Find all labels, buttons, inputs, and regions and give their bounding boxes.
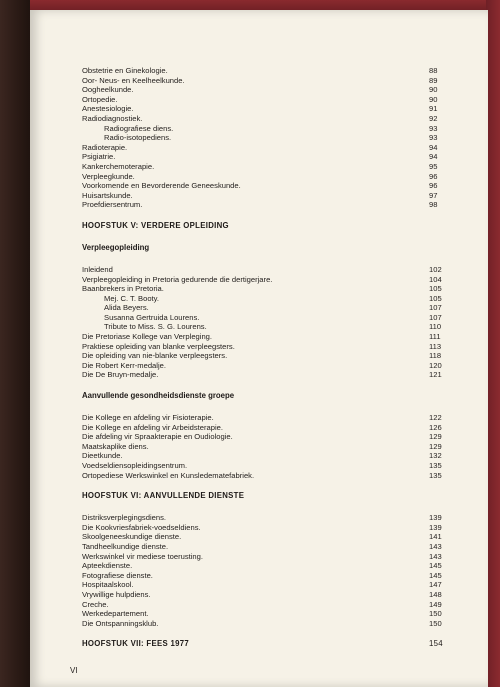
toc-entry [82, 313, 442, 323]
toc-entry-title: Proefdiersentrum. [82, 200, 143, 210]
section-spacer [82, 232, 442, 243]
toc-entry [82, 332, 442, 342]
toc-entry-page-number: 89 [429, 75, 438, 85]
toc-entry [82, 200, 442, 210]
toc-entry-title: Die Kookvriesfabriek-voedseldiens. [82, 522, 201, 532]
toc-entry-title: Kankerchemoterapie. [82, 161, 155, 171]
toc-entry [82, 361, 442, 371]
toc-entry-title: Huisartskunde. [82, 190, 133, 200]
chapter-heading-title: HOOFSTUK V: VERDERE OPLEIDING [82, 220, 229, 230]
toc-entry [82, 95, 442, 105]
toc-entry-title: Ortopedie. [82, 94, 118, 104]
toc-entry [82, 542, 442, 552]
toc-entry [82, 590, 442, 600]
chapter-heading-page-number: 154 [429, 639, 443, 649]
toc-entry [82, 532, 442, 542]
toc-entry-title: Voedseldiensopleidingsentrum. [82, 461, 188, 470]
toc-entry [82, 523, 442, 533]
toc-entry [82, 114, 442, 124]
toc-entry-page-number: 94 [429, 142, 438, 152]
toc-entry-page-number: 121 [429, 370, 442, 380]
section-spacer [82, 254, 442, 265]
toc-entry-title: Die De Bruyn-medalje. [82, 370, 159, 380]
toc-entry-title: Werkswinkel vir mediese toerusting. [82, 551, 203, 561]
toc-entry-page-number: 139 [429, 522, 442, 532]
toc-entry-title: Voorkomende en Bevorderende Geneeskunde. [82, 181, 241, 191]
toc-entry-title: Susanna Gertruida Lourens. [104, 312, 200, 322]
toc-entry-title: Die opleiding van nie-blanke verpleegsters. [82, 351, 228, 361]
toc-entry-page-number: 94 [429, 152, 438, 162]
toc-entry [82, 571, 442, 581]
book-page [30, 10, 488, 687]
toc-entry-title: Praktiese opleiding van blanke verpleegsters. [82, 341, 235, 351]
toc-entry [82, 191, 442, 201]
toc-entry-title: Werkedepartement. [82, 609, 149, 619]
toc-entry-page-number: 120 [429, 360, 442, 370]
toc-entry [82, 265, 442, 275]
toc-entry [82, 413, 442, 423]
toc-entry-page-number: 118 [429, 351, 442, 361]
toc-entry-title: Verpleegopleiding in Pretoria gedurende die dertigerjare. [82, 274, 273, 284]
toc-entry-page-number: 93 [429, 133, 438, 143]
toc-entry [82, 461, 442, 471]
toc-entry-title: Radioterapie. [82, 142, 128, 152]
toc-entry [82, 600, 442, 610]
section-subheading: Verpleegopleiding [82, 242, 150, 252]
toc-entry [82, 580, 442, 590]
toc-entry-page-number: 135 [429, 461, 442, 470]
toc-entry-title: Radio-isotopediens. [104, 133, 172, 143]
toc-entry [82, 172, 442, 182]
toc-entry-page-number: 93 [429, 123, 438, 133]
toc-entry [82, 143, 442, 153]
toc-entry [82, 294, 442, 304]
toc-entry-page-number: 148 [429, 589, 442, 599]
toc-entry-page-number: 129 [429, 432, 442, 442]
toc-entry-title: Mej. C. T. Booty. [104, 293, 160, 303]
toc-entry [82, 619, 442, 629]
toc-entry [82, 66, 442, 76]
toc-entry [82, 552, 442, 562]
toc-entry-title: Radiografiese diens. [104, 123, 174, 133]
toc-entry-title: Obstetrie en Ginekologie. [82, 66, 168, 75]
book-cover-right-edge [486, 0, 500, 687]
toc-entry [82, 322, 442, 332]
chapter-heading [82, 491, 442, 502]
toc-entry-page-number: 104 [429, 274, 442, 284]
section-spacer [82, 480, 442, 491]
toc-entry-title: Apteekdienste. [82, 561, 133, 571]
toc-entry-title: Radiodiagnostiek. [82, 113, 143, 123]
toc-entry-page-number: 132 [429, 451, 442, 461]
toc-entry-page-number: 95 [429, 161, 438, 171]
toc-entry [82, 162, 442, 172]
toc-entry-title: Psigiatrie. [82, 152, 116, 162]
toc-entry [82, 561, 442, 571]
toc-entry-title: Creche. [82, 599, 109, 609]
toc-entry-title: Skoolgeneeskundige dienste. [82, 532, 182, 542]
section-spacer [82, 210, 442, 221]
toc-entry-page-number: 150 [429, 618, 442, 628]
toc-entry-title: Oor- Neus- en Keelheelkunde. [82, 75, 185, 85]
toc-entry-page-number: 139 [429, 513, 442, 523]
section-spacer [82, 380, 442, 391]
toc-entry-page-number: 102 [429, 264, 442, 274]
toc-entry-title: Die Pretoriase Kollege van Verpleging. [82, 332, 213, 342]
toc-entry [82, 104, 442, 114]
toc-entry-page-number: 88 [429, 66, 438, 75]
toc-entry-title: Vrywillige hulpdiens. [82, 589, 151, 599]
toc-entry [82, 124, 442, 134]
toc-entry-page-number: 98 [429, 200, 438, 210]
book-spine-edge [0, 0, 30, 687]
toc-entry-page-number: 135 [429, 470, 442, 480]
toc-entry-title: Dieetkunde. [82, 451, 123, 461]
chapter-heading [82, 221, 442, 232]
toc-entry-page-number: 90 [429, 94, 438, 104]
toc-entry-page-number: 107 [429, 303, 442, 313]
toc-entry-page-number: 143 [429, 541, 442, 551]
toc-entry [82, 275, 442, 285]
toc-entry-page-number: 91 [429, 104, 438, 114]
toc-entry-title: Tribute to Miss. S. G. Lourens. [104, 322, 207, 332]
toc-entry [82, 76, 442, 86]
page-folio: VI [70, 666, 78, 675]
toc-entry-page-number: 105 [429, 293, 442, 303]
toc-entry [82, 423, 442, 433]
toc-entry-title: Die Kollege en afdeling vir Arbeidsterapie. [82, 422, 223, 432]
toc-entry-page-number: 129 [429, 441, 442, 451]
toc-entry-page-number: 126 [429, 422, 442, 432]
toc-entry [82, 85, 442, 95]
toc-entry-page-number: 96 [429, 171, 438, 181]
table-of-contents [82, 66, 442, 650]
toc-entry-page-number: 113 [429, 341, 442, 351]
toc-entry [82, 351, 442, 361]
chapter-heading-title: HOOFSTUK VII: FEES 1977 [82, 639, 189, 649]
toc-entry-page-number: 90 [429, 85, 438, 95]
toc-entry-page-number: 111 [429, 332, 441, 342]
toc-entry-page-number: 150 [429, 609, 442, 619]
toc-entry-page-number: 110 [429, 322, 442, 332]
toc-entry [82, 152, 442, 162]
toc-entry [82, 432, 442, 442]
toc-entry-page-number: 122 [429, 413, 442, 423]
chapter-heading-title: HOOFSTUK VI: AANVULLENDE DIENSTE [82, 491, 245, 501]
toc-entry-title: Ortopediese Werkswinkel en Kunsledematefabriek. [82, 470, 255, 480]
toc-entry-page-number: 96 [429, 181, 438, 191]
toc-entry-title: Die Robert Kerr-medalje. [82, 360, 166, 370]
toc-entry [82, 370, 442, 380]
toc-entry [82, 471, 442, 481]
section-spacer [82, 402, 442, 413]
toc-entry-title: Maatskaplike diens. [82, 441, 149, 451]
toc-entry [82, 133, 442, 143]
toc-entry-title: Die Kollege en afdeling vir Fisioterapie. [82, 413, 214, 423]
toc-entry-title: Hospitaalskool. [82, 580, 134, 590]
toc-entry-title: Inleidend [82, 264, 113, 274]
toc-entry-title: Die Ontspanningsklub. [82, 618, 159, 628]
toc-entry-page-number: 143 [429, 551, 442, 561]
toc-entry [82, 181, 442, 191]
toc-entry-title: Distriksverplegingsdiens. [82, 513, 166, 523]
toc-entry-page-number: 147 [429, 580, 442, 590]
toc-entry-page-number: 149 [429, 599, 442, 609]
toc-entry-page-number: 145 [429, 570, 442, 580]
toc-entry-page-number: 97 [429, 190, 438, 200]
toc-entry-title: Anestesiologie. [82, 104, 134, 114]
section-spacer [82, 628, 442, 639]
toc-entry [82, 342, 442, 352]
toc-entry-title: Alida Beyers. [104, 303, 149, 313]
toc-entry [82, 303, 442, 313]
toc-entry-title: Oogheelkunde. [82, 85, 134, 95]
section-spacer [82, 502, 442, 513]
toc-entry-page-number: 145 [429, 561, 442, 571]
toc-entry-title: Die afdeling vir Spraakterapie en Oudiologie. [82, 432, 233, 442]
toc-entry-page-number: 141 [429, 532, 442, 542]
toc-entry-page-number: 107 [429, 312, 442, 322]
toc-entry [82, 284, 442, 294]
toc-entry-page-number: 92 [429, 113, 438, 123]
toc-entry [82, 513, 442, 523]
toc-entry-page-number: 105 [429, 284, 442, 294]
toc-entry-title: Verpleegkunde. [82, 171, 135, 181]
chapter-heading [82, 639, 442, 650]
toc-entry [82, 442, 442, 452]
toc-entry-title: Fotografiese dienste. [82, 570, 153, 580]
section-subheading: Aanvullende gesondheidsdienste groepe [82, 391, 235, 401]
toc-entry [82, 609, 442, 619]
toc-entry-title: Tandheelkundige dienste. [82, 541, 169, 551]
toc-entry-title: Baanbrekers in Pretoria. [82, 284, 164, 294]
toc-entry [82, 451, 442, 461]
